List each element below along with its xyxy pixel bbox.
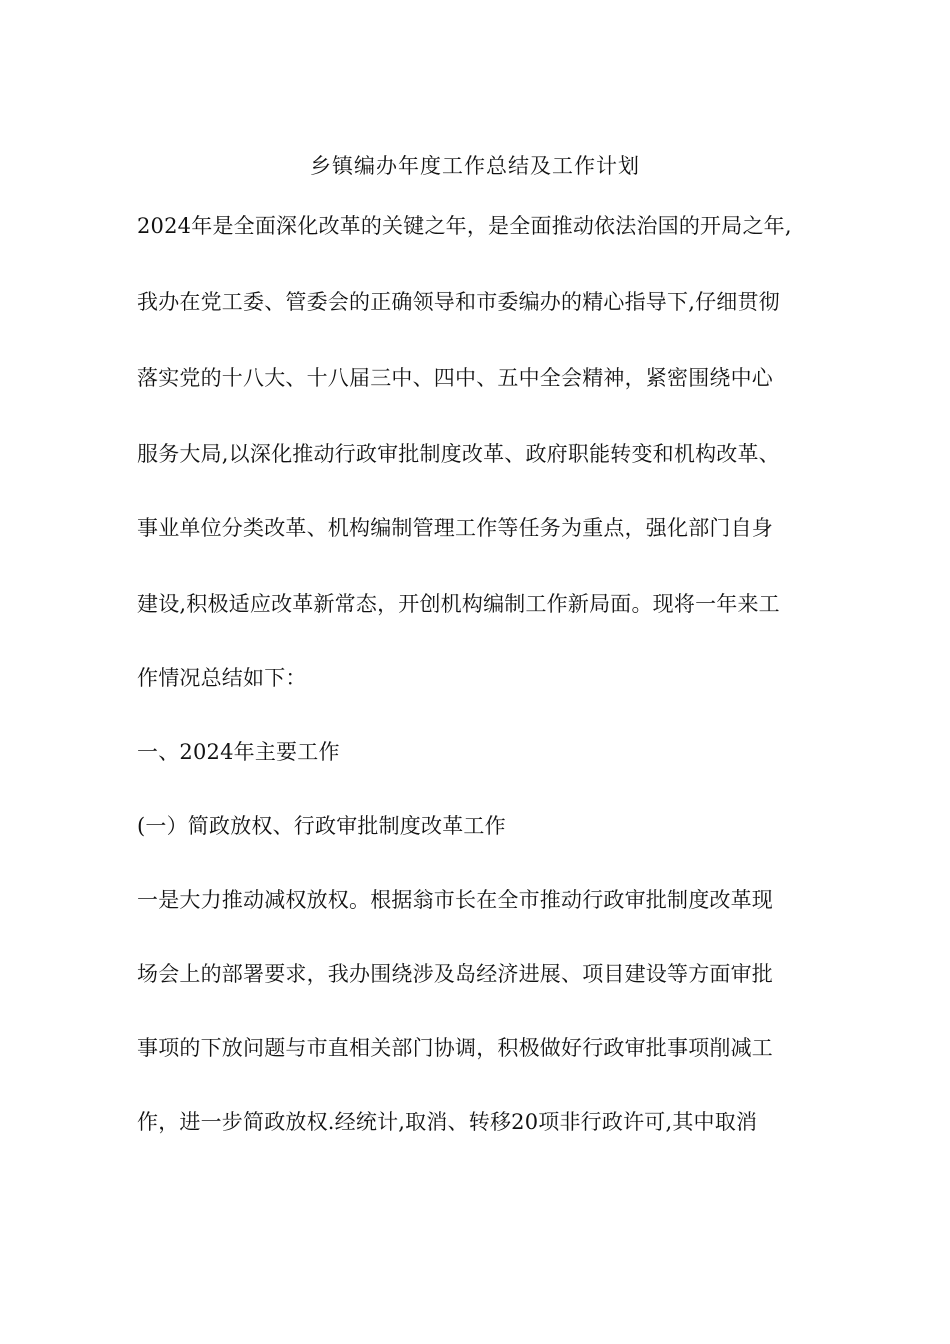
subsection-heading-1: (一）简政放权、行政审批制度改革工作 <box>137 814 506 838</box>
body-line-10: 事项的下放问题与市直相关部门协调，积极做好行政审批事项削减工 <box>137 1036 773 1060</box>
body-line-3: 落实党的十八大、十八届三中、四中、五中全会精神，紧密围绕中心 <box>137 366 773 390</box>
body-line-6: 建设,积极适应改革新常态，开创机构编制工作新局面。现将一年来工 <box>137 592 780 616</box>
body-line-1: 2024年是全面深化改革的关键之年，是全面推动依法治国的开局之年, <box>137 214 792 238</box>
body-line-11: 作，进一步简政放权.经统计,取消、转移20项非行政许可,其中取消 <box>137 1110 758 1134</box>
section-heading-1: 一、2024年主要工作 <box>137 740 340 764</box>
body-line-2: 我办在党工委、管委会的正确领导和市委编办的精心指导下,仔细贯彻 <box>137 290 780 314</box>
body-line-5: 事业单位分类改革、机构编制管理工作等任务为重点，强化部门自身 <box>137 516 773 540</box>
document-title: 乡镇编办年度工作总结及工作计划 <box>310 154 640 178</box>
body-line-4: 服务大局,以深化推动行政审批制度改革、政府职能转变和机构改革、 <box>137 442 780 466</box>
body-line-9: 场会上的部署要求，我办围绕涉及岛经济进展、项目建设等方面审批 <box>137 962 773 986</box>
body-line-7: 作情况总结如下： <box>137 666 307 690</box>
body-line-8: 一是大力推动减权放权。根据翁市长在全市推动行政审批制度改革现 <box>137 888 773 912</box>
